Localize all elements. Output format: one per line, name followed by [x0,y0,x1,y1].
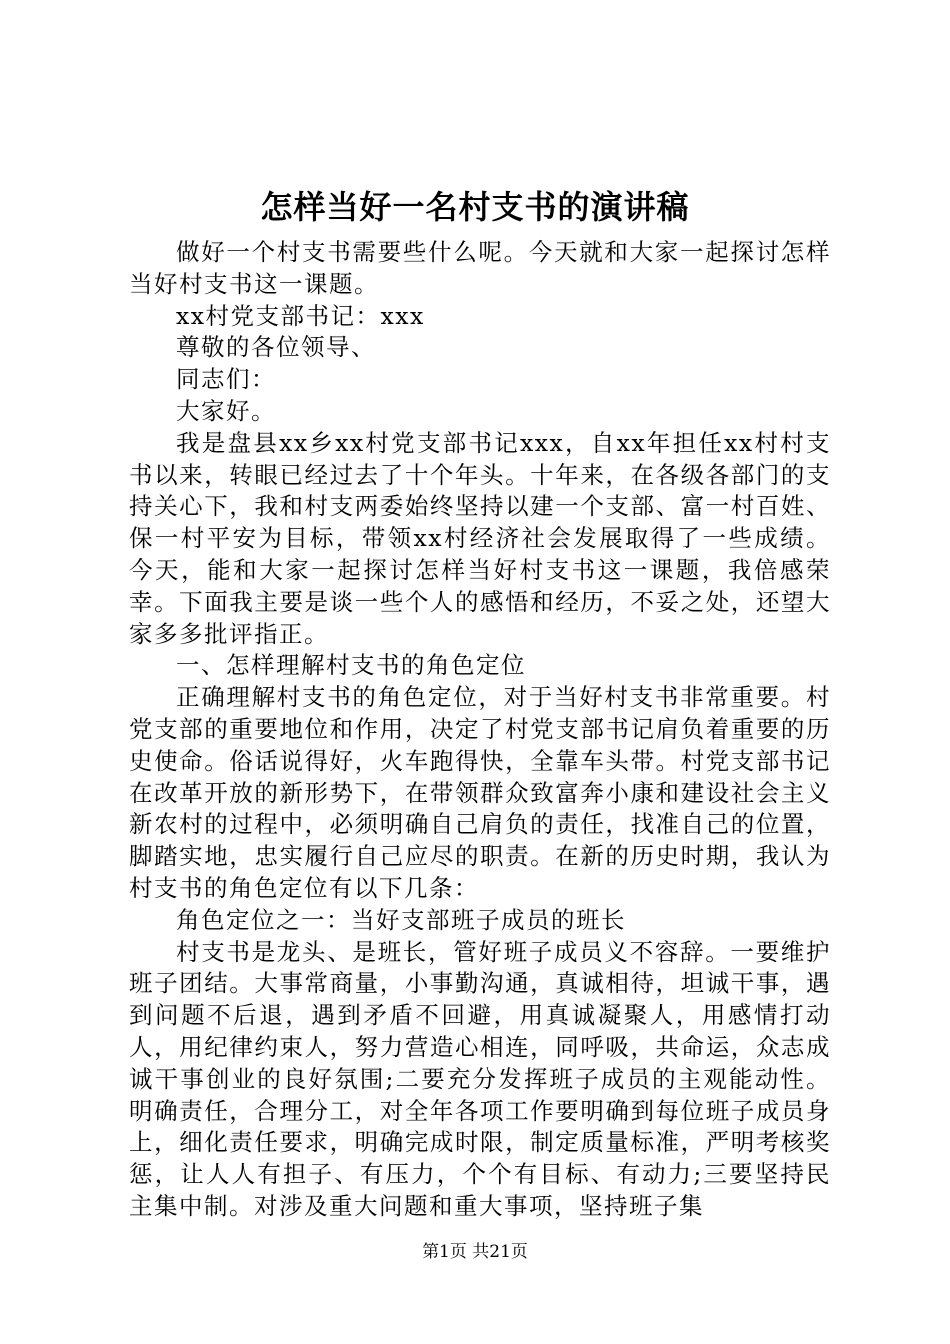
paragraph-speaker: xx村党支部书记：xxx [176,301,425,330]
subheading-role-1: 角色定位之一：当好支部班子成员的班长 [176,905,626,934]
paragraph-team-leader: 村支书是龙头、是班长，管好班子成员义不容辞。一要维护班子团结。大事常商量，小事勤沟通，真诚相待，坦诚干事，遇到问题不后退，遇到矛盾不回避，用真诚凝聚人，用感情打动人，用纪律约束人，努力营造心相连，同呼吸，共命运，众志成诚干事创业的良好氛围;二要充分发挥班子成员的主观能动性。明确责任，合理分工，对全年各项工作要明确到每位班子成员身上，细化责任要求，明确完成时限，制定质量标准，严明考核奖惩，让人人有担子、有压力，个个有目标、有动力;三要坚持民主集中制。对涉及重大问题和重大事项，坚持班子集 [129,937,831,1220]
paragraph-salutation-leaders: 尊敬的各位领导、 [176,333,376,362]
paragraph-salutation-comrades: 同志们： [176,365,276,394]
document-body [129,237,831,1223]
section-heading-1: 一、怎样理解村支书的角色定位 [176,651,526,680]
paragraph-role-importance: 正确理解村支书的角色定位，对于当好村支书非常重要。村党支部的重要地位和作用，决定了村党支部书记肩负着重要的历史使命。俗话说得好，火车跑得快，全靠车头带。村党支部书记在改革开放的新形势下，在带领群众致富奔小康和建设社会主义新农村的过程中，必须明确自己肩负的责任，找准自己的位置，脚踏实地，忠实履行自己应尽的职责。在新的历史时期，我认为村支书的角色定位有以下几条： [129,683,831,902]
paragraph-greeting: 大家好。 [176,396,276,425]
document-title: 怎样当好一名村支书的演讲稿 [260,188,690,226]
paragraph-self-introduction: 我是盘县xx乡xx村党支部书记xxx，自xx年担任xx村村支书以来，转眼已经过去了十个年头。十年来，在各级各部门的支持关心下，我和村支两委始终坚持以建一个支部、富一村百姓、保一村平安为目标，带领xx村经济社会发展取得了一些成绩。今天，能和大家一起探讨怎样当好村支书这一课题，我倍感荣幸。下面我主要是谈一些个人的感悟和经历，不妥之处，还望大家多多批评指正。 [129,428,831,648]
page-footer: 第1页 共21页 [422,1242,528,1262]
paragraph-intro: 做好一个村支书需要些什么呢。今天就和大家一起探讨怎样当好村支书这一课题。 [129,238,831,298]
